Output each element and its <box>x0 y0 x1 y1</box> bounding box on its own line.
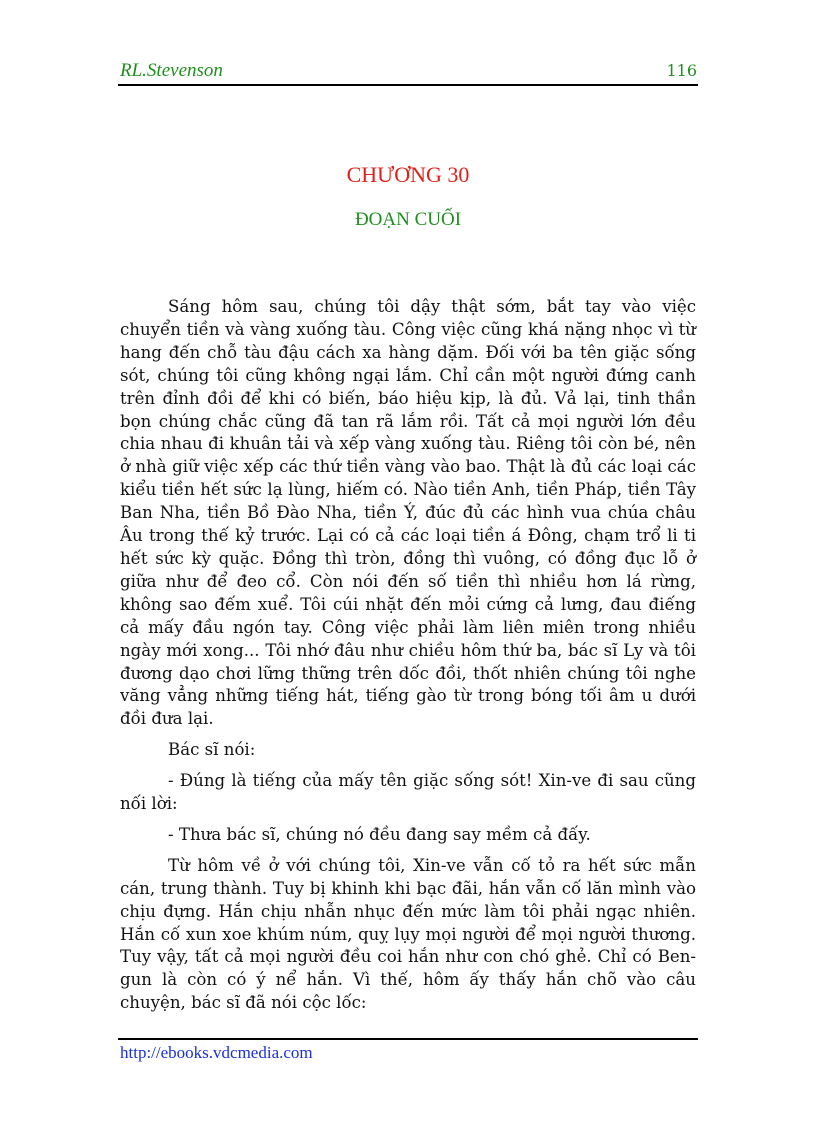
header-divider <box>118 84 698 86</box>
paragraph: Bác sĩ nói: <box>168 740 256 760</box>
paragraph: - Thưa bác sĩ, chúng nó đều đang say mềm cả đấy. <box>168 824 591 844</box>
paragraph: Từ hôm về ở với chúng tôi, Xin-ve vẫn cố tỏ ra hết sức mẫn cán, trung thành. Tuy bị khinh khi bạc đãi, hắn vẫn cố lăn mình vào chịu đựng. Hắn chịu nhẫn nhục đến mức làm tôi phải ngạc nhiên. Hắn cố xun xoe khúm núm, quỵ lụy mọi người để mọi người thương. Tuy vậy, tất cả mọi người đều coi hắn như con chó ghẻ. Chỉ có Ben-gun là còn có ý nể hắn. Vì thế, hôm ấy thấy hắn chõ vào câu chuyện, bác sĩ đã nói cộc lốc: <box>120 855 696 1013</box>
body-text <box>120 296 696 1015</box>
chapter-title: CHƯƠNG 30 <box>346 162 470 187</box>
footer-divider <box>118 1038 698 1040</box>
page-number: 116 <box>666 61 697 80</box>
chapter-subtitle: ĐOẠN CUỐI <box>354 209 462 230</box>
paragraph: - Đúng là tiếng của mấy tên giặc sống sót! Xin-ve đi sau cũng nối lời: <box>120 771 696 814</box>
footer-link[interactable]: http://ebooks.vdcmedia.com <box>120 1043 313 1062</box>
paragraph: Sáng hôm sau, chúng tôi dậy thật sớm, bắt tay vào việc chuyển tiền và vàng xuống tàu. Công việc cũng khá nặng nhọc vì từ hang đến chỗ tàu đậu cách xa hàng dặm. Đối với ba tên giặc sống sót, chúng tôi cũng không ngại lắm. Chỉ cần một người đứng canh trên đỉnh đồi để khi có biến, báo hiệu kịp, là đủ. Vả lại, tinh thần bọn chúng chắc cũng đã tan rã lắm rồi. Tất cả mọi người lớn đều chia nhau đi khuân tải và xếp vàng xuống tàu. Riêng tôi còn bé, nên ở nhà giữ việc xếp các thứ tiền vàng vào bao. Thật là đủ các loại các kiểu tiền hết sức lạ lùng, hiếm có. Nào tiền Anh, tiền Pháp, tiền Tây Ban Nha, tiền Bồ Đào Nha, tiền Ý, đúc đủ các hình vua chúa châu Âu trong thế kỷ trước. Lại có cả các loại tiền á Đông, chạm trổ li ti hết sức kỳ quặc. Đồng thì tròn, đồng thì vuông, có đồng đục lỗ ở giữa như để đeo cổ. Còn nói đến số tiền thì nhiều hơn lá rừng, không sao đếm xuể. Tôi cúi nhặt đến mỏi cứng cả lưng, đau điếng cả mấy đầu ngón tay. Công việc phải làm liên miên trong nhiều ngày mới xong... Tôi nhớ đâu như chiều hôm thứ ba, bác sĩ Ly và tôi đương dạo chơi lững thững trên dốc đồi, thốt nhiên chúng tôi nghe văng vẳng những tiếng hát, tiếng gào từ trong bóng tối âm u dưới đồi đưa lại. <box>120 297 696 729</box>
header-author: RL.Stevenson <box>120 60 223 81</box>
